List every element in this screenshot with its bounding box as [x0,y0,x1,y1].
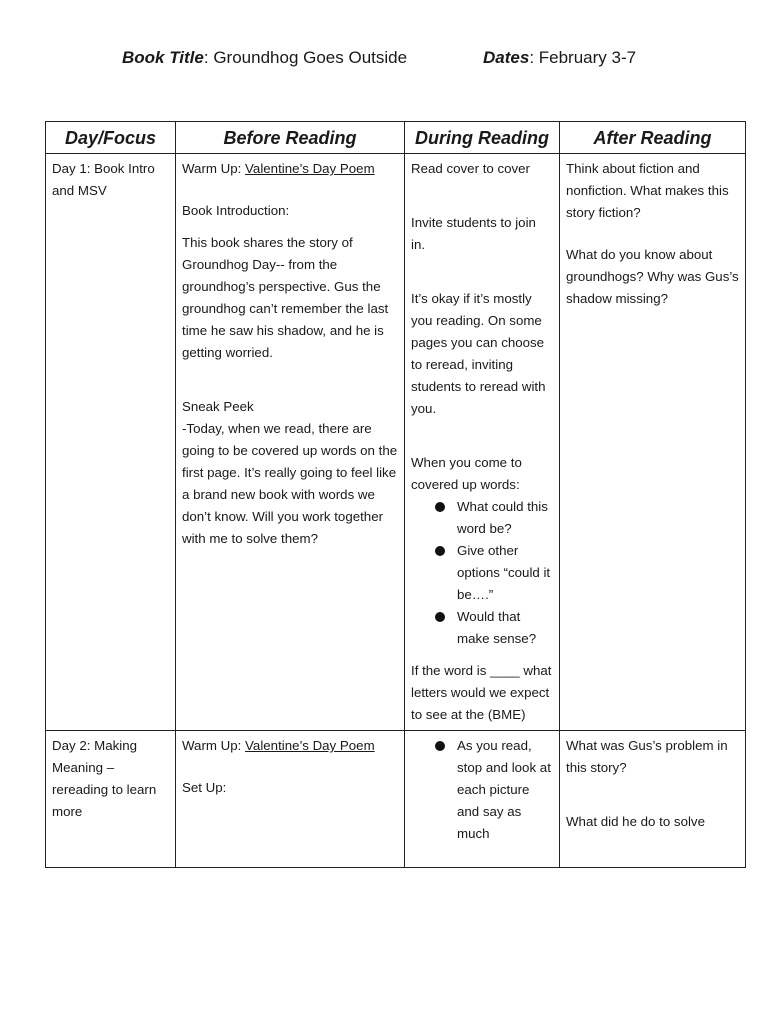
header-day-focus: Day/Focus [46,122,176,154]
book-title-label: Book Title [122,48,204,67]
header-after-reading: After Reading [560,122,746,154]
list-item: Would that make sense? [457,606,553,650]
table-row-day1 [46,154,746,731]
day1-sneak-text: -Today, when we read, there are going to be covered up words on the first page. It’s really going to feel like a brand new book with words we don’t know. Will you work together with me to solve them? [182,421,398,546]
day1-after-p2: What do you know about groundhogs? Why was Gus’s shadow missing? [566,247,739,306]
header-before-reading: Before Reading [176,122,405,154]
day2-focus: Day 2: Making Meaning – rereading to learn more [46,731,176,868]
table-row-day2 [46,731,746,868]
day2-after-reading [560,731,746,868]
page-header [0,48,768,74]
list-item: What could this word be? [457,496,553,540]
day1-warmup [182,158,398,180]
dates-value: February 3-7 [538,48,637,67]
day2-setup-label: Set Up: [182,780,227,795]
day1-warmup-link[interactable]: Valentine’s Day Poem [245,161,375,176]
day1-sneak-label: Sneak Peek [182,399,254,414]
day1-intro-text: This book shares the story of Groundhog Day-- from the groundhog’s perspective. Gus the groundhog can’t remember the last time he saw his shadow, and he is getting worried. [182,235,389,360]
day1-during-p5: If the word is ____ what letters would we expect to see at the (BME) [411,663,552,722]
day1-during-bullets [411,496,553,650]
day1-during-p4: When you come to covered up words: [411,455,522,492]
book-title-line [122,48,407,68]
day2-during-reading [405,731,560,868]
day2-warmup-label: Warm Up: [182,738,242,753]
day1-after-reading [560,154,746,731]
day2-before-reading [176,731,405,868]
header-during-reading: During Reading [405,122,560,154]
book-title-value: Groundhog Goes Outside [213,48,408,67]
list-item: Give other options “could it be….” [457,540,553,606]
dates-colon: : [529,48,539,67]
day2-warmup-link[interactable]: Valentine’s Day Poem [245,738,375,753]
dates-label: Dates [483,48,530,67]
day2-warmup [182,735,398,757]
dates-line [483,48,636,68]
list-item: As you read, stop and look at each picture and say as much [457,735,553,845]
day2-after-p2: What did he do to solve [566,814,705,829]
day1-focus: Day 1: Book Intro and MSV [46,154,176,731]
day2-after-p1: What was Gus’s problem in this story? [566,738,728,775]
day1-during-reading [405,154,560,731]
day1-intro-label: Book Introduction: [182,203,290,218]
day2-during-bullets [411,735,553,845]
day1-during-p2: Invite students to join in. [411,215,536,252]
day1-after-p1: Think about fiction and nonfiction. What makes this story fiction? [566,161,729,220]
book-title-colon: : [203,48,214,67]
lesson-plan-table [45,121,746,868]
day1-warmup-label: Warm Up: [182,161,242,176]
day1-during-p1: Read cover to cover [411,161,530,176]
table-header-row [46,122,746,154]
day1-during-p3: It’s okay if it’s mostly you reading. On some pages you can choose to reread, inviting students to reread with you. [411,291,546,416]
day1-before-reading [176,154,405,731]
